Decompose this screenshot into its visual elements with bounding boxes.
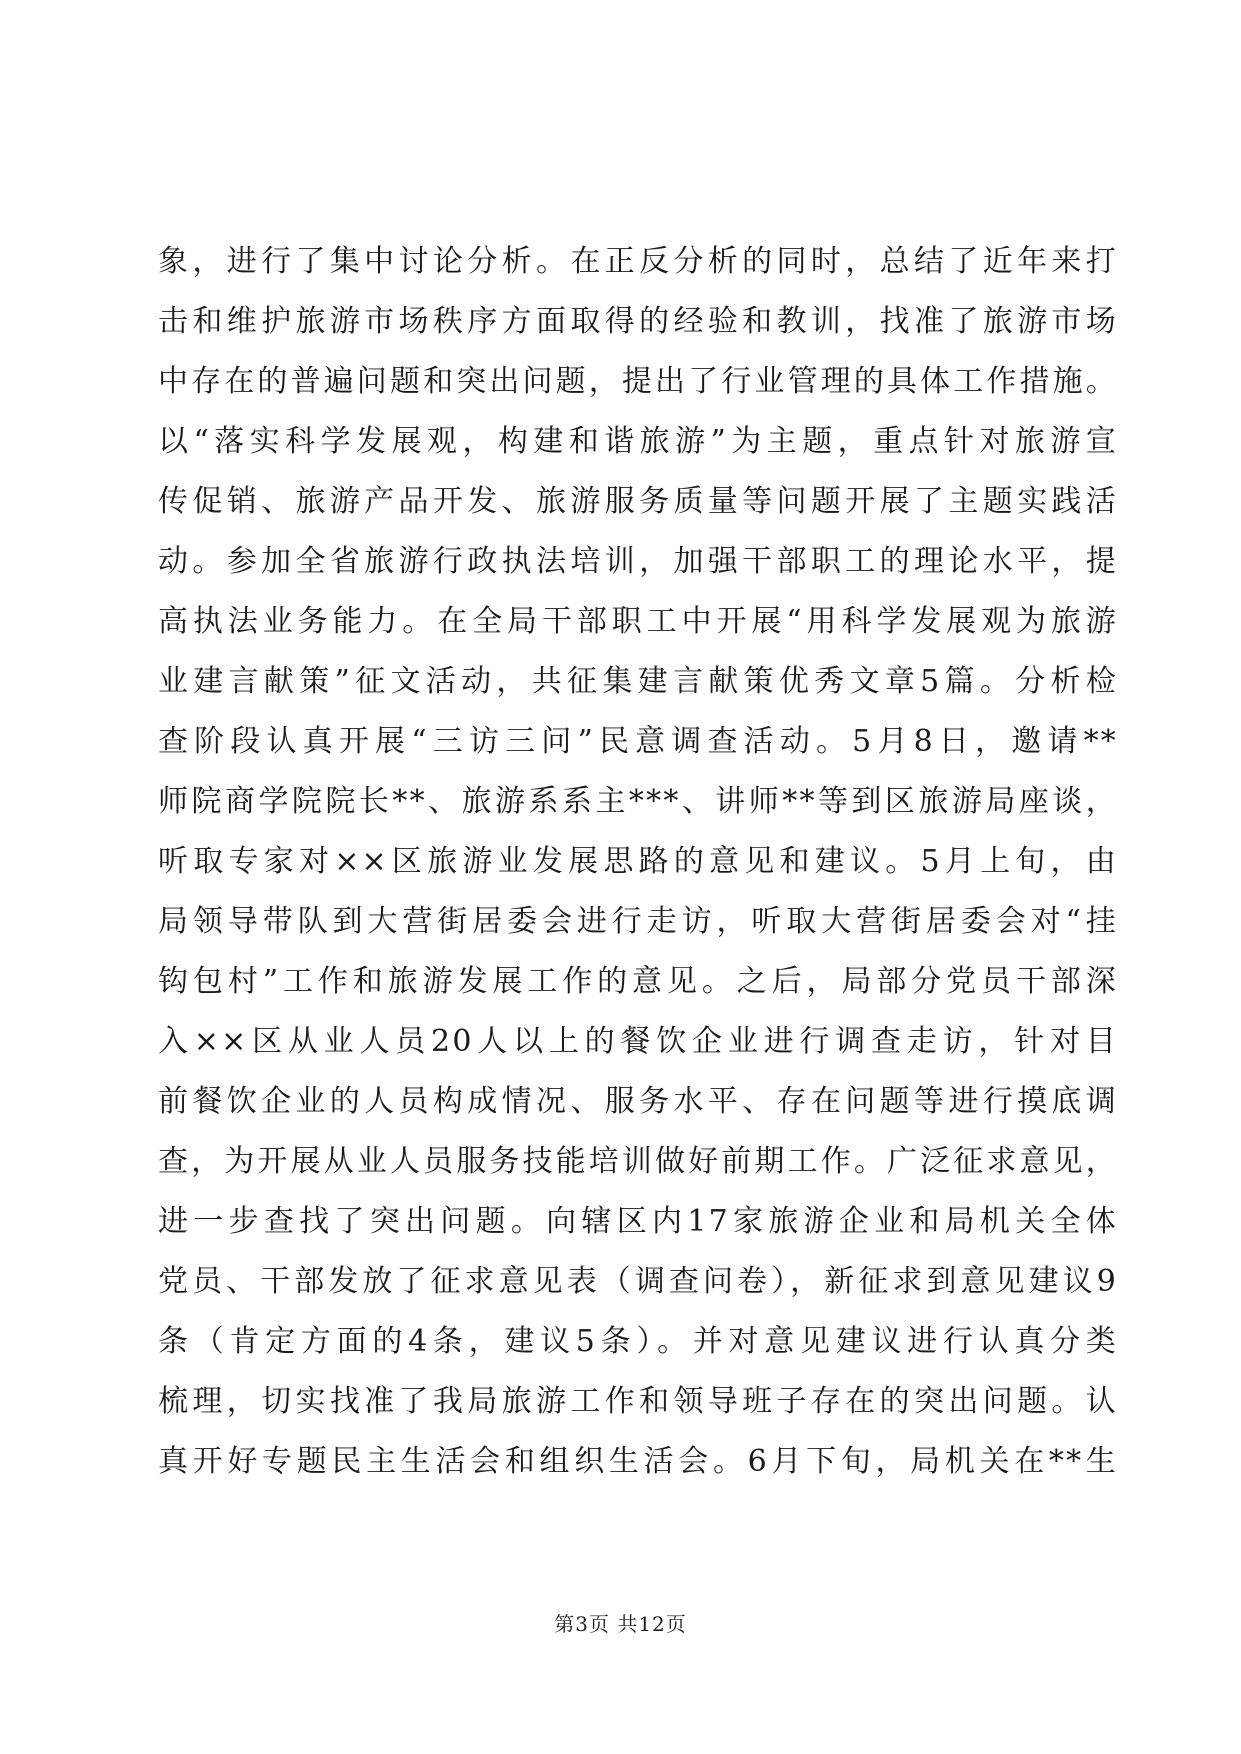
body-text bbox=[158, 232, 1118, 1492]
text-line: 钩包村”工作和旅游发展工作的意见。之后，局部分党员干部深 bbox=[158, 964, 1118, 999]
text-line: 击和维护旅游市场秩序方面取得的经验和教训，找准了旅游市场 bbox=[158, 304, 1118, 339]
text-line: 梳理，切实找准了我局旅游工作和领导班子存在的突出问题。认 bbox=[158, 1384, 1118, 1419]
text-line: 条（肯定方面的4条，建议5条）。并对意见建议进行认真分类 bbox=[158, 1324, 1118, 1359]
text-line: 师院商学院院长**、旅游系系主***、讲师**等到区旅游局座谈， bbox=[158, 784, 1118, 819]
text-line: 中存在的普遍问题和突出问题，提出了行业管理的具体工作措施。 bbox=[158, 364, 1118, 399]
text-line: 真开好专题民主生活会和组织生活会。6月下旬，局机关在**生 bbox=[158, 1444, 1118, 1479]
text-line: 以“落实科学发展观，构建和谐旅游”为主题，重点针对旅游宣 bbox=[158, 424, 1118, 459]
page-number-footer: 第3页 共12页 bbox=[554, 1612, 687, 1636]
text-line: 象，进行了集中讨论分析。在正反分析的同时，总结了近年来打 bbox=[158, 244, 1118, 279]
text-line: 听取专家对××区旅游业发展思路的意见和建议。5月上旬，由 bbox=[158, 844, 1118, 879]
text-line: 动。参加全省旅游行政执法培训，加强干部职工的理论水平，提 bbox=[158, 544, 1118, 579]
text-line: 查，为开展从业人员服务技能培训做好前期工作。广泛征求意见， bbox=[158, 1144, 1118, 1179]
text-line: 传促销、旅游产品开发、旅游服务质量等问题开展了主题实践活 bbox=[158, 484, 1118, 519]
text-line: 查阶段认真开展“三访三问”民意调查活动。5月8日，邀请** bbox=[158, 724, 1118, 759]
text-line: 入××区从业人员20人以上的餐饮企业进行调查走访，针对目 bbox=[158, 1024, 1118, 1059]
text-line: 业建言献策”征文活动，共征集建言献策优秀文章5篇。分析检 bbox=[158, 664, 1118, 699]
text-line: 党员、干部发放了征求意见表（调查问卷），新征求到意见建议9 bbox=[158, 1264, 1118, 1299]
text-line: 高执法业务能力。在全局干部职工中开展“用科学发展观为旅游 bbox=[158, 604, 1118, 639]
text-line: 前餐饮企业的人员构成情况、服务水平、存在问题等进行摸底调 bbox=[158, 1084, 1118, 1119]
text-line: 局领导带队到大营街居委会进行走访，听取大营街居委会对“挂 bbox=[158, 904, 1118, 939]
text-line: 进一步查找了突出问题。向辖区内17家旅游企业和局机关全体 bbox=[158, 1204, 1118, 1239]
